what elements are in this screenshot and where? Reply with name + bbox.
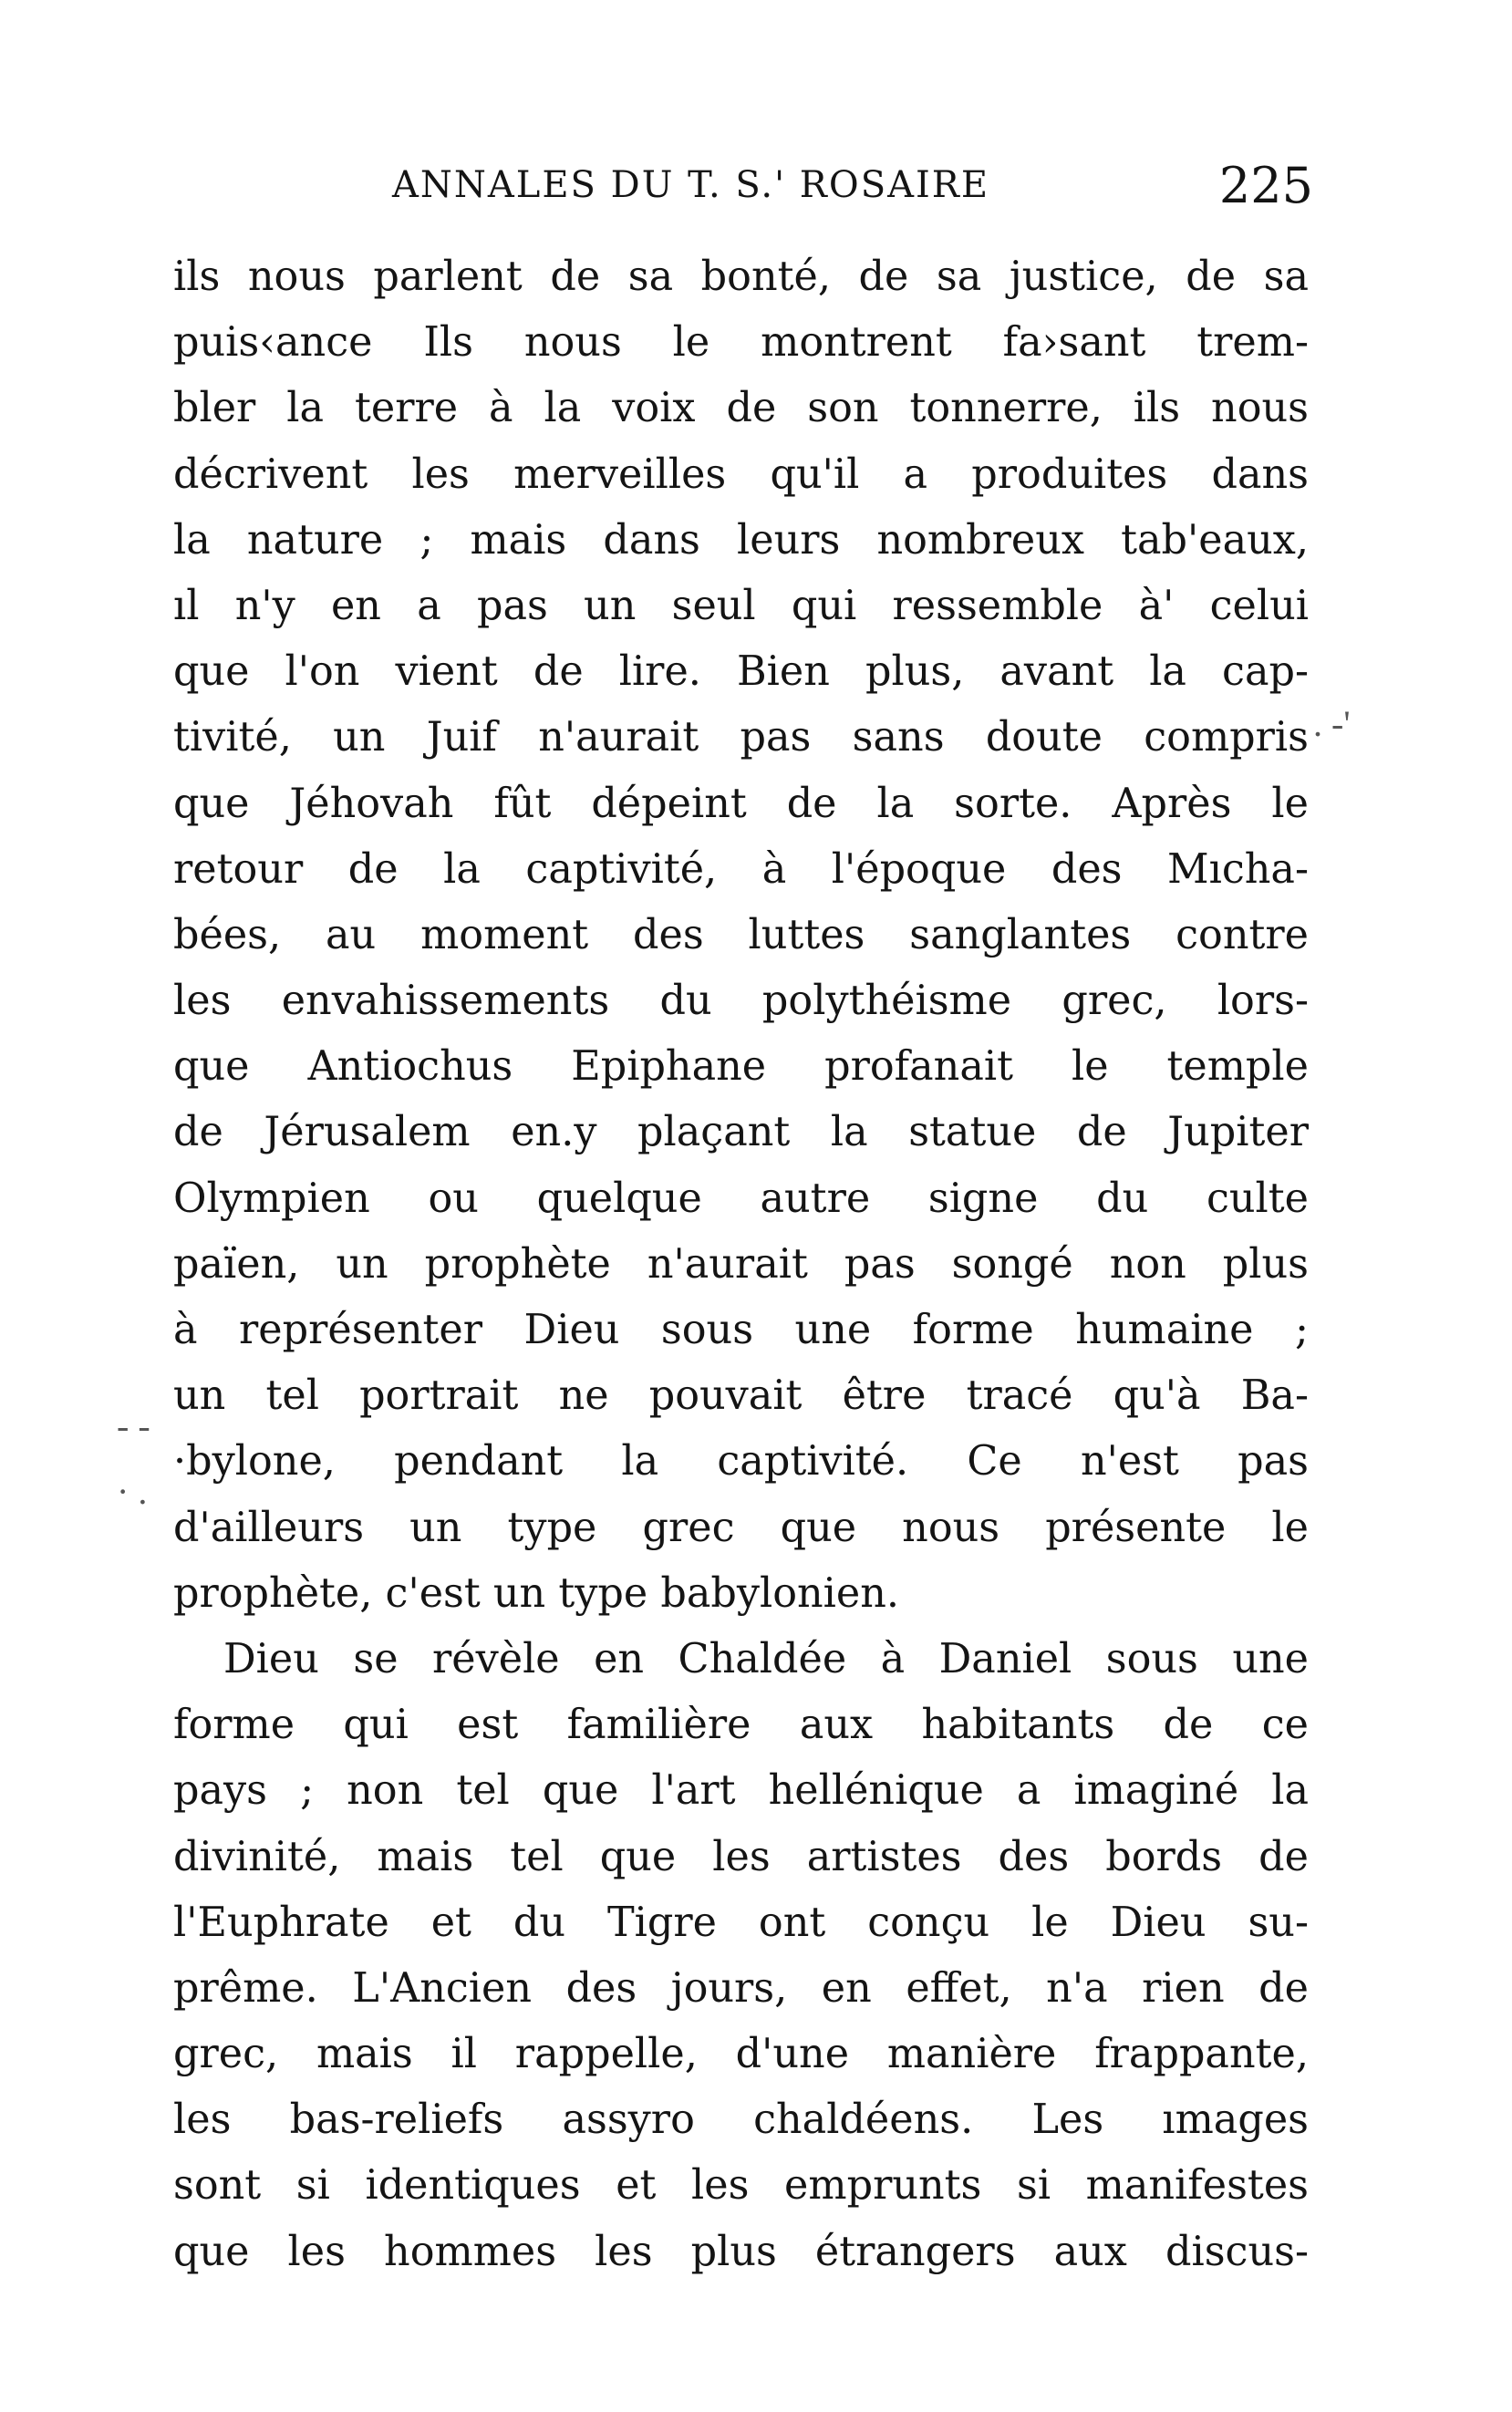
text-line: puis‹ance Ils nous le montrent fa›sant trem- (173, 319, 1309, 367)
text-line: ıl n'y en a pas un seul qui ressemble à' celui (173, 582, 1309, 629)
text-line: que Jéhovah fût dépeint de la sorte. Après le (173, 780, 1309, 827)
text-line: à représenter Dieu sous une forme humaine ; (173, 1307, 1309, 1353)
text-line: païen, un prophète n'aurait pas songé non plus (173, 1240, 1309, 1288)
text-line: les bas-reliefs assyro chaldéens. Les ımages (173, 2096, 1309, 2144)
text-line: que les hommes les plus étrangers aux discus- (173, 2228, 1309, 2275)
running-title: ANNALES DU T. S.' ROSAIRE (392, 164, 990, 206)
text-line: bées, au moment des luttes sanglantes contre (173, 911, 1309, 958)
text-line: forme qui est familière aux habitants de ce (173, 1702, 1309, 1749)
margin-mark-left-2: · . (117, 1471, 148, 1512)
body-text (173, 244, 1309, 2285)
text-line: de Jérusalem en.y plaçant la statue de Jupiter (173, 1109, 1309, 1156)
text-line: décrivent les merveilles qu'il a produites dans (173, 450, 1309, 498)
running-head (392, 157, 1313, 221)
text-line: la nature ; mais dans leurs nombreux tab'eaux, (173, 516, 1309, 564)
text-line: ·bylone, pendant la captivité. Ce n'est pas (173, 1438, 1309, 1486)
margin-mark-right: . -' (1313, 703, 1351, 744)
paragraph-end-line: prophète, c'est un type babylonien. (173, 1569, 900, 1617)
text-line: que Antiochus Epiphane profanait le temple (173, 1043, 1309, 1091)
text-line: tivité, un Juif n'aurait pas sans doute compris (173, 714, 1309, 761)
text-line: prême. L'Ancien des jours, en effet, n'a rien de (173, 1964, 1309, 2012)
text-line: Olympien ou quelque autre signe du culte (173, 1175, 1309, 1222)
text-line: d'ailleurs un type grec que nous présente le (173, 1504, 1309, 1551)
text-line: grec, mais il rappelle, d'une manière frappante, (173, 2031, 1309, 2078)
text-line: ils nous parlent de sa bonté, de sa justice, de sa (173, 254, 1309, 300)
text-line: l'Euphrate et du Tigre ont conçu le Dieu su- (173, 1899, 1309, 1946)
text-line: les envahissements du polythéisme grec, lors- (173, 978, 1309, 1025)
text-line: divinité, mais tel que les artistes des bords de (173, 1833, 1309, 1880)
paragraph-start-line: Dieu se révèle en Chaldée à Daniel sous une (223, 1635, 1309, 1682)
text-line: que l'on vient de lire. Bien plus, avant la cap- (173, 648, 1309, 696)
text-line: sont si identiques et les emprunts si manifestes (173, 2162, 1309, 2210)
text-line: retour de la captivité, à l'époque des Mıcha- (173, 845, 1309, 893)
text-line: pays ; non tel que l'art hellénique a imaginé la (173, 1767, 1309, 1815)
margin-mark-left-1: - - (117, 1405, 150, 1446)
page-number: 225 (1218, 157, 1313, 214)
text-line: bler la terre à la voix de son tonnerre, ils nous (173, 385, 1309, 432)
text-line: un tel portrait ne pouvait être tracé qu'à Ba- (173, 1372, 1309, 1420)
